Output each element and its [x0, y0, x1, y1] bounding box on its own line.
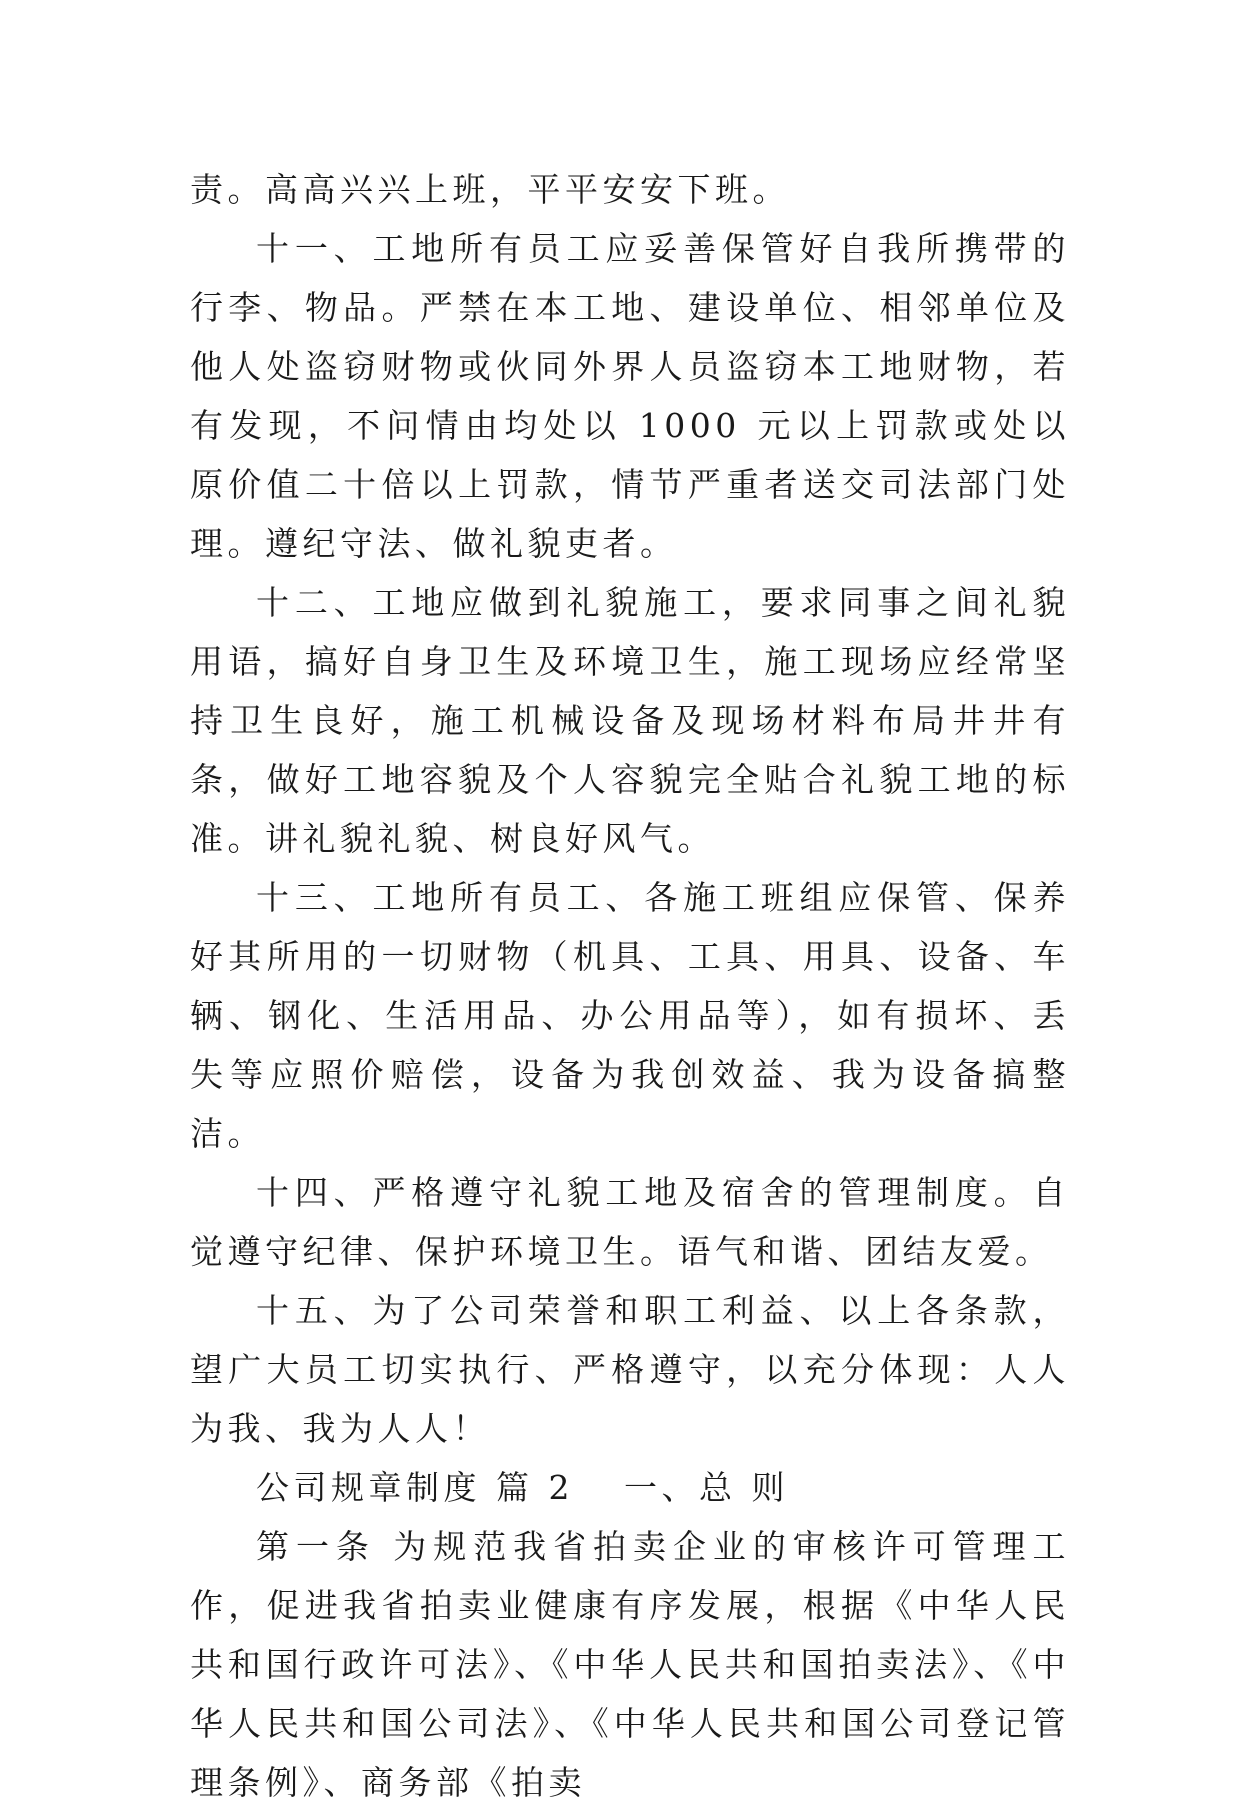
paragraph-article-1: 第一条 为规范我省拍卖企业的审核许可管理工作，促进我省拍卖业健康有序发展，根据《中华人民共和国行政许可法》、《中华人民共和国拍卖法》、《中华人民共和国公司法》、《中华人民共和国公司登记管理条例》、商务部《拍卖	[190, 1527, 1070, 1802]
paragraph-rule-11: 十一、工地所有员工应妥善保管好自我所携带的行李、物品。严禁在本工地、建设单位、相邻单位及他人处盗窃财物或伙同外界人员盗窃本工地财物，若有发现，不问情由均处以 1000 元以上罚款或处以原价值二十倍以上罚款，情节严重者送交司法部门处理。遵纪守法、做礼貌吏者。	[190, 229, 1070, 563]
paragraph-rule-15: 十五、为了公司荣誉和职工利益、以上各条款，望广大员工切实执行、严格遵守，以充分体现：人人为我、我为人人！	[190, 1291, 1070, 1448]
section-heading	[190, 1458, 1070, 1517]
section-subtitle: 一、总 则	[623, 1468, 789, 1507]
document-body	[190, 160, 1070, 1812]
paragraph-continuation: 责。高高兴兴上班，平平安安下班。	[190, 170, 790, 209]
paragraph-rule-12: 十二、工地应做到礼貌施工，要求同事之间礼貌用语，搞好自身卫生及环境卫生，施工现场应经常坚持卫生良好，施工机械设备及现场材料布局井井有条，做好工地容貌及个人容貌完全贴合礼貌工地的标准。讲礼貌礼貌、树良好风气。	[190, 583, 1070, 858]
paragraph-rule-13: 十三、工地所有员工、各施工班组应保管、保养好其所用的一切财物（机具、工具、用具、设备、车辆、钢化、生活用品、办公用品等），如有损坏、丢失等应照价赔偿，设备为我创效益、我为设备搞整洁。	[190, 878, 1070, 1153]
section-title: 公司规章制度 篇 2	[256, 1468, 574, 1507]
paragraph-rule-14: 十四、严格遵守礼貌工地及宿舍的管理制度。自觉遵守纪律、保护环境卫生。语气和谐、团结友爱。	[190, 1173, 1070, 1271]
